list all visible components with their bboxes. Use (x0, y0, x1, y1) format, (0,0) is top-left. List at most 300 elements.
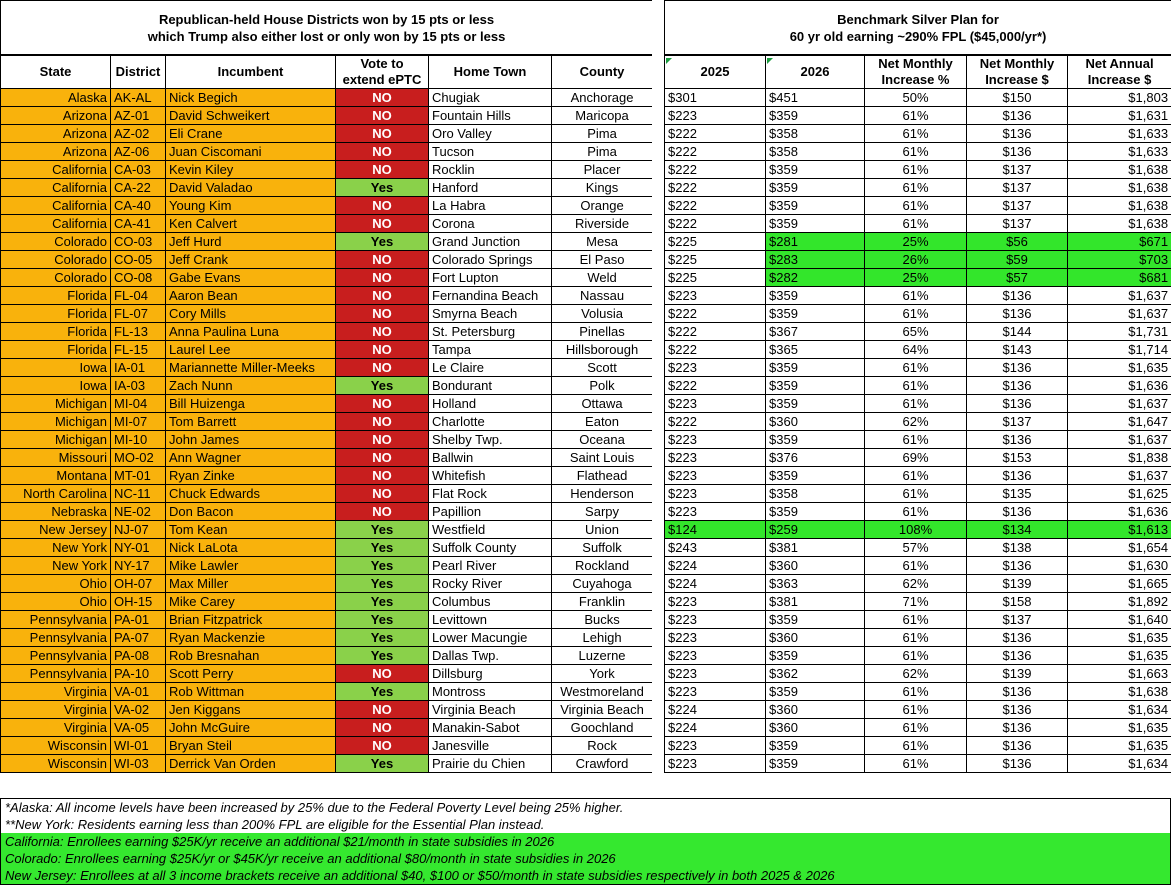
price-2025-cell: $223 (665, 611, 766, 629)
table-row (665, 197, 1171, 215)
table-row (1, 593, 653, 611)
monthly-dollar-cell: $137 (967, 161, 1068, 179)
annual-cell: $1,654 (1068, 539, 1171, 557)
column-header: Incumbent (166, 55, 336, 89)
table-row (1, 485, 653, 503)
hometown-cell: Le Claire (429, 359, 552, 377)
county-cell: York (552, 665, 653, 683)
price-2025-cell: $222 (665, 323, 766, 341)
district-cell: CO-08 (111, 269, 166, 287)
monthly-pct-cell: 62% (865, 575, 967, 593)
table-row (665, 503, 1171, 521)
district-cell: NE-02 (111, 503, 166, 521)
district-cell: MI-10 (111, 431, 166, 449)
district-cell: OH-07 (111, 575, 166, 593)
price-2026-cell: $358 (766, 125, 865, 143)
county-cell: Rock (552, 737, 653, 755)
incumbent-cell: Mike Carey (166, 593, 336, 611)
price-2026-cell: $359 (766, 215, 865, 233)
district-cell: NC-11 (111, 485, 166, 503)
district-cell: CA-22 (111, 179, 166, 197)
table-row (1, 665, 653, 683)
monthly-pct-cell: 61% (865, 611, 967, 629)
district-cell: AK-AL (111, 89, 166, 107)
left-title-line2: which Trump also either lost or only won by 15 pts or less (147, 28, 506, 44)
price-2025-cell: $223 (665, 647, 766, 665)
monthly-dollar-cell: $158 (967, 593, 1068, 611)
vote-cell: NO (336, 287, 429, 305)
table-row (1, 251, 653, 269)
county-cell: Pinellas (552, 323, 653, 341)
table-row (665, 215, 1171, 233)
district-cell: FL-04 (111, 287, 166, 305)
table-row (665, 449, 1171, 467)
incumbent-cell: Rob Wittman (166, 683, 336, 701)
table-row (665, 233, 1171, 251)
district-cell: IA-03 (111, 377, 166, 395)
price-2026-cell: $359 (766, 287, 865, 305)
price-2026-cell: $360 (766, 701, 865, 719)
price-2025-cell: $224 (665, 557, 766, 575)
county-cell: Luzerne (552, 647, 653, 665)
vote-cell: Yes (336, 611, 429, 629)
hometown-cell: Pearl River (429, 557, 552, 575)
monthly-pct-cell: 61% (865, 737, 967, 755)
hometown-cell: Oro Valley (429, 125, 552, 143)
price-2026-cell: $281 (766, 233, 865, 251)
district-cell: FL-07 (111, 305, 166, 323)
hometown-cell: La Habra (429, 197, 552, 215)
price-2025-cell: $222 (665, 305, 766, 323)
monthly-dollar-cell: $136 (967, 305, 1068, 323)
monthly-pct-cell: 61% (865, 647, 967, 665)
monthly-pct-cell: 25% (865, 269, 967, 287)
vote-cell: Yes (336, 647, 429, 665)
state-cell: Colorado (1, 233, 111, 251)
annual-cell: $671 (1068, 233, 1171, 251)
table-row (1, 449, 653, 467)
price-2026-cell: $259 (766, 521, 865, 539)
monthly-dollar-cell: $138 (967, 539, 1068, 557)
monthly-dollar-cell: $136 (967, 503, 1068, 521)
price-2026-cell: $359 (766, 107, 865, 125)
county-cell: Weld (552, 269, 653, 287)
monthly-dollar-cell: $137 (967, 197, 1068, 215)
vote-cell: NO (336, 251, 429, 269)
monthly-pct-cell: 25% (865, 233, 967, 251)
county-cell: Pima (552, 143, 653, 161)
price-2026-cell: $381 (766, 593, 865, 611)
monthly-dollar-cell: $144 (967, 323, 1068, 341)
table-row (665, 431, 1171, 449)
annual-cell: $1,635 (1068, 359, 1171, 377)
table-row (1, 719, 653, 737)
table-row (1, 341, 653, 359)
state-cell: New York (1, 539, 111, 557)
column-header: State (1, 55, 111, 89)
price-2026-cell: $359 (766, 737, 865, 755)
district-cell: CO-03 (111, 233, 166, 251)
state-cell: California (1, 197, 111, 215)
district-cell: CO-05 (111, 251, 166, 269)
incumbent-cell: Bill Huizenga (166, 395, 336, 413)
state-cell: Iowa (1, 359, 111, 377)
incumbent-cell: Young Kim (166, 197, 336, 215)
monthly-dollar-cell: $136 (967, 107, 1068, 125)
county-cell: Polk (552, 377, 653, 395)
district-cell: MT-01 (111, 467, 166, 485)
incumbent-cell: Tom Kean (166, 521, 336, 539)
comment-marker-icon (767, 58, 773, 64)
footnote-row (1, 833, 1171, 850)
hometown-cell: Manakin-Sabot (429, 719, 552, 737)
hometown-cell: Shelby Twp. (429, 431, 552, 449)
table-row (1, 287, 653, 305)
footnote-text: **New York: Residents earning less than 200% FPL are eligible for the Essential Plan instead. (1, 816, 1171, 833)
table-row (1, 575, 653, 593)
table-row (665, 683, 1171, 701)
footnote-text: Colorado: Enrollees earning $25K/yr or $45K/yr receive an additional $80/month in state subsidies in 2026 (1, 850, 1171, 867)
hometown-cell: Fountain Hills (429, 107, 552, 125)
incumbent-cell: Derrick Van Orden (166, 755, 336, 773)
price-2026-cell: $376 (766, 449, 865, 467)
price-2025-cell: $224 (665, 719, 766, 737)
state-cell: Michigan (1, 431, 111, 449)
price-2025-cell: $223 (665, 503, 766, 521)
price-2025-cell: $225 (665, 251, 766, 269)
vote-cell: NO (336, 197, 429, 215)
table-row (1, 611, 653, 629)
table-row (665, 395, 1171, 413)
monthly-dollar-cell: $136 (967, 377, 1068, 395)
state-cell: Ohio (1, 593, 111, 611)
annual-cell: $1,633 (1068, 125, 1171, 143)
district-cell: VA-01 (111, 683, 166, 701)
state-cell: California (1, 179, 111, 197)
vote-cell: NO (336, 323, 429, 341)
vote-cell: NO (336, 269, 429, 287)
monthly-pct-cell: 69% (865, 449, 967, 467)
county-cell: Mesa (552, 233, 653, 251)
state-cell: Wisconsin (1, 755, 111, 773)
price-2025-cell: $224 (665, 701, 766, 719)
table-row (665, 413, 1171, 431)
price-2025-cell: $223 (665, 107, 766, 125)
hometown-cell: Flat Rock (429, 485, 552, 503)
state-cell: Montana (1, 467, 111, 485)
hometown-cell: Whitefish (429, 467, 552, 485)
footnote-row (1, 816, 1171, 833)
hometown-cell: Tucson (429, 143, 552, 161)
district-cell: NY-01 (111, 539, 166, 557)
incumbent-cell: Ann Wagner (166, 449, 336, 467)
monthly-pct-cell: 61% (865, 683, 967, 701)
price-2026-cell: $365 (766, 341, 865, 359)
price-2026-cell: $359 (766, 305, 865, 323)
incumbent-cell: Jeff Hurd (166, 233, 336, 251)
table-row (665, 269, 1171, 287)
county-cell: Cuyahoga (552, 575, 653, 593)
county-cell: Franklin (552, 593, 653, 611)
monthly-dollar-cell: $56 (967, 233, 1068, 251)
hometown-cell: Rocklin (429, 161, 552, 179)
table-row (1, 161, 653, 179)
price-2026-cell: $358 (766, 143, 865, 161)
monthly-pct-cell: 62% (865, 413, 967, 431)
price-2025-cell: $223 (665, 683, 766, 701)
price-2026-cell: $359 (766, 197, 865, 215)
price-2025-cell: $222 (665, 161, 766, 179)
monthly-dollar-cell: $153 (967, 449, 1068, 467)
annual-cell: $1,613 (1068, 521, 1171, 539)
incumbent-cell: Jeff Crank (166, 251, 336, 269)
table-row (665, 377, 1171, 395)
incumbent-cell: Ryan Mackenzie (166, 629, 336, 647)
table-row (1, 701, 653, 719)
state-cell: Pennsylvania (1, 665, 111, 683)
vote-cell: Yes (336, 179, 429, 197)
price-2025-cell: $223 (665, 359, 766, 377)
county-cell: Union (552, 521, 653, 539)
state-cell: New Jersey (1, 521, 111, 539)
price-2026-cell: $358 (766, 485, 865, 503)
incumbent-cell: Laurel Lee (166, 341, 336, 359)
vote-cell: NO (336, 107, 429, 125)
districts-table (0, 0, 653, 773)
price-2025-cell: $222 (665, 413, 766, 431)
vote-cell: NO (336, 701, 429, 719)
table-row (1, 125, 653, 143)
incumbent-cell: Chuck Edwards (166, 485, 336, 503)
district-cell: AZ-02 (111, 125, 166, 143)
county-cell: Lehigh (552, 629, 653, 647)
state-cell: Pennsylvania (1, 629, 111, 647)
table-row (665, 161, 1171, 179)
annual-cell: $1,663 (1068, 665, 1171, 683)
annual-cell: $1,636 (1068, 377, 1171, 395)
district-cell: MO-02 (111, 449, 166, 467)
hometown-cell: Montross (429, 683, 552, 701)
footnote-text: California: Enrollees earning $25K/yr receive an additional $21/month in state subsidies in 2026 (1, 833, 1171, 850)
monthly-dollar-cell: $139 (967, 575, 1068, 593)
state-cell: Ohio (1, 575, 111, 593)
monthly-dollar-cell: $136 (967, 431, 1068, 449)
monthly-pct-cell: 50% (865, 89, 967, 107)
column-header: Net Monthly Increase $ (967, 55, 1068, 89)
right-title-line1: Benchmark Silver Plan for (837, 11, 999, 27)
table-row (665, 629, 1171, 647)
column-header: Net Annual Increase $ (1068, 55, 1171, 89)
vote-cell: NO (336, 467, 429, 485)
incumbent-cell: David Schweikert (166, 107, 336, 125)
district-cell: PA-08 (111, 647, 166, 665)
price-2026-cell: $381 (766, 539, 865, 557)
vote-cell: NO (336, 143, 429, 161)
state-cell: Virginia (1, 701, 111, 719)
hometown-cell: Rocky River (429, 575, 552, 593)
hometown-cell: Dallas Twp. (429, 647, 552, 665)
price-2025-cell: $222 (665, 197, 766, 215)
vote-cell: Yes (336, 575, 429, 593)
monthly-dollar-cell: $134 (967, 521, 1068, 539)
hometown-cell: Hanford (429, 179, 552, 197)
state-cell: Florida (1, 323, 111, 341)
table-row (665, 251, 1171, 269)
vote-cell: Yes (336, 593, 429, 611)
table-row (1, 143, 653, 161)
hometown-cell: Holland (429, 395, 552, 413)
state-cell: Pennsylvania (1, 611, 111, 629)
monthly-dollar-cell: $136 (967, 557, 1068, 575)
hometown-cell: Lower Macungie (429, 629, 552, 647)
table-row (1, 683, 653, 701)
incumbent-cell: Kevin Kiley (166, 161, 336, 179)
silver-plan-table (664, 0, 1171, 773)
county-cell: Hillsborough (552, 341, 653, 359)
table-row (665, 287, 1171, 305)
monthly-dollar-cell: $136 (967, 755, 1068, 773)
state-cell: Arizona (1, 125, 111, 143)
column-header: 2026 (766, 55, 865, 89)
incumbent-cell: Jen Kiggans (166, 701, 336, 719)
state-cell: Virginia (1, 683, 111, 701)
state-cell: Nebraska (1, 503, 111, 521)
price-2026-cell: $359 (766, 431, 865, 449)
state-cell: New York (1, 557, 111, 575)
vote-cell: NO (336, 215, 429, 233)
monthly-pct-cell: 61% (865, 629, 967, 647)
vote-cell: NO (336, 431, 429, 449)
footnote-row (1, 799, 1171, 817)
monthly-pct-cell: 61% (865, 755, 967, 773)
incumbent-cell: Nick LaLota (166, 539, 336, 557)
annual-cell: $1,633 (1068, 143, 1171, 161)
county-cell: Suffolk (552, 539, 653, 557)
table-row (1, 197, 653, 215)
table-row (1, 647, 653, 665)
monthly-pct-cell: 61% (865, 701, 967, 719)
table-row (1, 521, 653, 539)
table-row (665, 467, 1171, 485)
vote-cell: Yes (336, 539, 429, 557)
monthly-dollar-cell: $137 (967, 611, 1068, 629)
vote-cell: NO (336, 503, 429, 521)
price-2025-cell: $224 (665, 575, 766, 593)
price-2025-cell: $222 (665, 215, 766, 233)
table-row (1, 179, 653, 197)
vote-cell: NO (336, 449, 429, 467)
table-row (1, 377, 653, 395)
monthly-pct-cell: 64% (865, 341, 967, 359)
vote-cell: NO (336, 737, 429, 755)
district-cell: AZ-01 (111, 107, 166, 125)
price-2025-cell: $223 (665, 395, 766, 413)
county-cell: Crawford (552, 755, 653, 773)
state-cell: Colorado (1, 251, 111, 269)
column-header: 2025 (665, 55, 766, 89)
county-cell: Nassau (552, 287, 653, 305)
table-row (665, 485, 1171, 503)
hometown-cell: Ballwin (429, 449, 552, 467)
district-cell: VA-02 (111, 701, 166, 719)
hometown-cell: Colorado Springs (429, 251, 552, 269)
monthly-pct-cell: 61% (865, 359, 967, 377)
table-row (1, 305, 653, 323)
table-row (665, 125, 1171, 143)
price-2026-cell: $360 (766, 413, 865, 431)
hometown-cell: Papillion (429, 503, 552, 521)
monthly-dollar-cell: $136 (967, 629, 1068, 647)
price-2026-cell: $359 (766, 359, 865, 377)
district-cell: OH-15 (111, 593, 166, 611)
county-cell: Maricopa (552, 107, 653, 125)
district-cell: PA-10 (111, 665, 166, 683)
vote-cell: NO (336, 359, 429, 377)
monthly-pct-cell: 61% (865, 467, 967, 485)
monthly-dollar-cell: $136 (967, 287, 1068, 305)
column-header: County (552, 55, 653, 89)
table-row (665, 107, 1171, 125)
table-row (665, 341, 1171, 359)
hometown-cell: Grand Junction (429, 233, 552, 251)
district-cell: NY-17 (111, 557, 166, 575)
district-cell: CA-41 (111, 215, 166, 233)
price-2025-cell: $222 (665, 341, 766, 359)
monthly-dollar-cell: $135 (967, 485, 1068, 503)
state-cell: Florida (1, 341, 111, 359)
incumbent-cell: Max Miller (166, 575, 336, 593)
monthly-pct-cell: 61% (865, 431, 967, 449)
price-2026-cell: $360 (766, 557, 865, 575)
district-cell: NJ-07 (111, 521, 166, 539)
annual-cell: $1,647 (1068, 413, 1171, 431)
monthly-pct-cell: 61% (865, 107, 967, 125)
district-cell: PA-01 (111, 611, 166, 629)
price-2026-cell: $360 (766, 629, 865, 647)
table-row (665, 359, 1171, 377)
district-cell: CA-03 (111, 161, 166, 179)
monthly-pct-cell: 61% (865, 305, 967, 323)
district-cell: AZ-06 (111, 143, 166, 161)
annual-cell: $1,665 (1068, 575, 1171, 593)
district-cell: VA-05 (111, 719, 166, 737)
vote-cell: Yes (336, 557, 429, 575)
vote-cell: NO (336, 305, 429, 323)
annual-cell: $1,630 (1068, 557, 1171, 575)
monthly-pct-cell: 61% (865, 161, 967, 179)
county-cell: Henderson (552, 485, 653, 503)
table-row (665, 755, 1171, 773)
annual-cell: $1,637 (1068, 287, 1171, 305)
price-2025-cell: $223 (665, 755, 766, 773)
vote-cell: Yes (336, 233, 429, 251)
state-cell: Iowa (1, 377, 111, 395)
incumbent-cell: Bryan Steil (166, 737, 336, 755)
county-cell: Westmoreland (552, 683, 653, 701)
county-cell: Anchorage (552, 89, 653, 107)
monthly-dollar-cell: $57 (967, 269, 1068, 287)
annual-cell: $1,638 (1068, 215, 1171, 233)
price-2025-cell: $223 (665, 665, 766, 683)
hometown-cell: Corona (429, 215, 552, 233)
incumbent-cell: Nick Begich (166, 89, 336, 107)
incumbent-cell: Mike Lawler (166, 557, 336, 575)
price-2026-cell: $359 (766, 755, 865, 773)
monthly-pct-cell: 26% (865, 251, 967, 269)
county-cell: Rockland (552, 557, 653, 575)
table-row (1, 431, 653, 449)
price-2025-cell: $223 (665, 467, 766, 485)
